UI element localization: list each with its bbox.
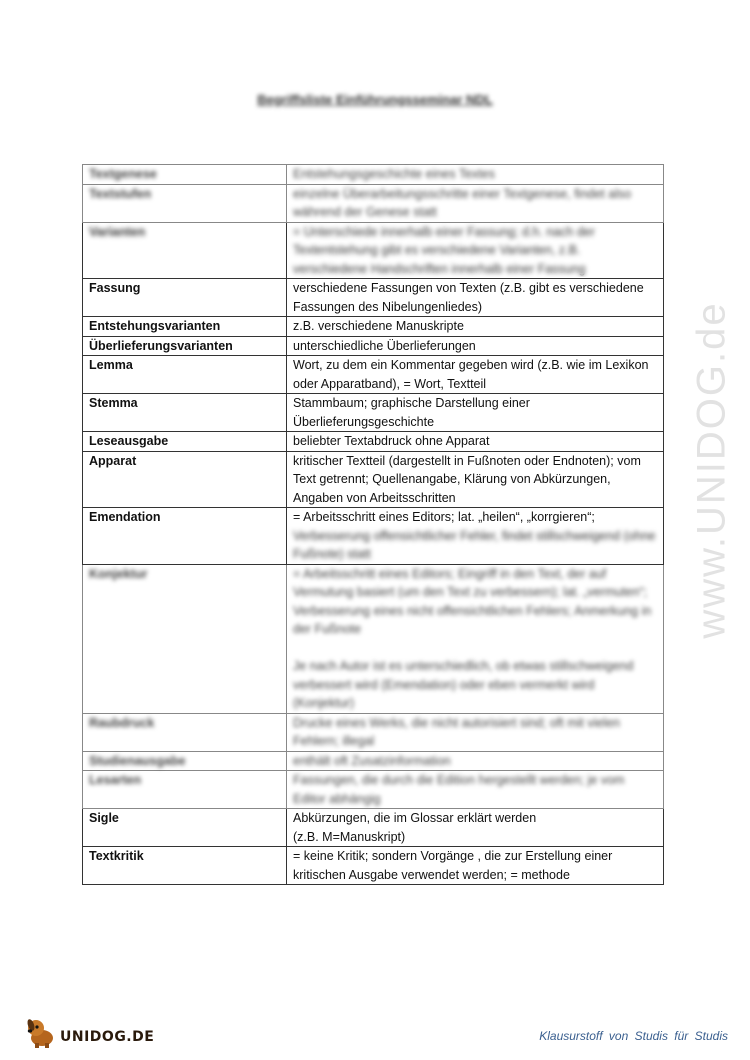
glossary-term: Textgenese — [83, 165, 287, 185]
glossary-definition: Wort, zu dem ein Kommentar gegeben wird (z.B. wie im Lexikon oder Apparatband), = Wort, Textteil — [287, 356, 664, 394]
glossary-term: Apparat — [83, 451, 287, 508]
blur-overlay — [287, 525, 663, 564]
page-title: Begriffsliste Einführungsseminar NDL — [257, 92, 493, 107]
glossary-row — [83, 184, 664, 222]
glossary-term: Sigle — [83, 809, 287, 847]
glossary-term: Lesarten — [83, 771, 287, 809]
glossary-term: Studienausgabe — [83, 751, 287, 771]
blur-overlay — [83, 223, 286, 277]
glossary-definition: einzelne Überarbeitungsschritte einer Textgenese, findet also während der Genese statt — [287, 184, 664, 222]
glossary-definition: enthält oft Zusatzinformation — [287, 751, 664, 771]
logo-text: UNIDOG.DE — [60, 1029, 155, 1045]
glossary-definition: Abkürzungen, die im Glossar erklärt werden (z.B. M=Manuskript) — [287, 809, 664, 847]
glossary-term: Entstehungsvarianten — [83, 317, 287, 337]
glossary-row — [83, 751, 664, 771]
glossary-definition: Entstehungsgeschichte eines Textes — [287, 165, 664, 185]
glossary-definition: Stammbaum; graphische Darstellung einer Überlieferungsgeschichte — [287, 394, 664, 432]
dog-mascot-icon — [24, 1015, 58, 1049]
glossary-definition: = keine Kritik; sondern Vorgänge , die zur Erstellung einer kritischen Ausgabe verwendet werden; = methode — [287, 847, 664, 885]
glossary-term: Raubdruck — [83, 713, 287, 751]
glossary-term: Textkritik — [83, 847, 287, 885]
glossary-row — [83, 713, 664, 751]
glossary-row — [83, 394, 664, 432]
glossary-term: Konjektur — [83, 564, 287, 713]
glossary-row — [83, 451, 664, 508]
glossary-row — [83, 222, 664, 279]
glossary-term: Fassung — [83, 279, 287, 317]
glossary-definition: Drucke eines Werks, die nicht autorisiert sind; oft mit vielen Fehlern; illegal — [287, 713, 664, 751]
glossary-term: Stemma — [83, 394, 287, 432]
glossary-row — [83, 432, 664, 452]
blur-overlay — [287, 223, 663, 277]
glossary-definition: beliebter Textabdruck ohne Apparat — [287, 432, 664, 452]
glossary-definition: = Unterschiede innerhalb einer Fassung; d.h. nach der Textentstehung gibt es verschiedene Varianten, z.B. verschiedene Handschriften innerhalb einer Fassung — [287, 222, 664, 279]
glossary-definition: verschiedene Fassungen von Texten (z.B. gibt es verschiedene Fassungen des Nibelungenliedes) — [287, 279, 664, 317]
blur-overlay — [83, 525, 286, 564]
glossary-row — [83, 165, 664, 185]
glossary-definition: kritischer Textteil (dargestellt in Fußnoten oder Endnoten); vom Text getrennt; Quellenangabe, Klärung von Abkürzungen, Angaben von Arbeitsschritten — [287, 451, 664, 508]
glossary-term: Varianten — [83, 222, 287, 279]
glossary-term: Leseausgabe — [83, 432, 287, 452]
glossary-term: Emendation — [83, 508, 287, 565]
glossary-row — [83, 336, 664, 356]
glossary-definition: = Arbeitsschritt eines Editors; Eingriff in den Text, der auf Vermutung basiert (um den Text zu verbessern); lat. „vermuten“; Verbesserung eines nicht offensichtlichen Fehlers; Anmerkung in der Fußnote Je nach Autor ist es unterschiedlich, ob etwas stillschweigend verbessert wird (Emendation) oder eben vermerkt wird (Konjektur) — [287, 564, 664, 713]
glossary-definition: unterschiedliche Überlieferungen — [287, 336, 664, 356]
watermark-text: www.UNIDOG.de — [689, 301, 734, 639]
footer-slogan: Klausurstoff von Studis für Studis — [539, 1029, 728, 1043]
glossary-row — [83, 317, 664, 337]
glossary-row — [83, 809, 664, 847]
glossary-row — [83, 564, 664, 713]
glossary-row — [83, 279, 664, 317]
unidog-logo — [24, 1012, 154, 1052]
glossary-row — [83, 771, 664, 809]
glossary-definition: = Arbeitsschritt eines Editors; lat. „heilen“, „korrgieren“; Verbesserung offensichtlicher Fehler, findet stillschweigend (ohne Fußnote) statt — [287, 508, 664, 565]
glossary-definition: Fassungen, die durch die Edition hergestellt werden; je vom Editor abhängig — [287, 771, 664, 809]
glossary-term: Textstufen — [83, 184, 287, 222]
glossary-table — [82, 164, 664, 885]
glossary-row — [83, 356, 664, 394]
glossary-term: Lemma — [83, 356, 287, 394]
glossary-row — [83, 847, 664, 885]
glossary-definition: z.B. verschiedene Manuskripte — [287, 317, 664, 337]
glossary-term: Überlieferungsvarianten — [83, 336, 287, 356]
glossary-row — [83, 508, 664, 565]
